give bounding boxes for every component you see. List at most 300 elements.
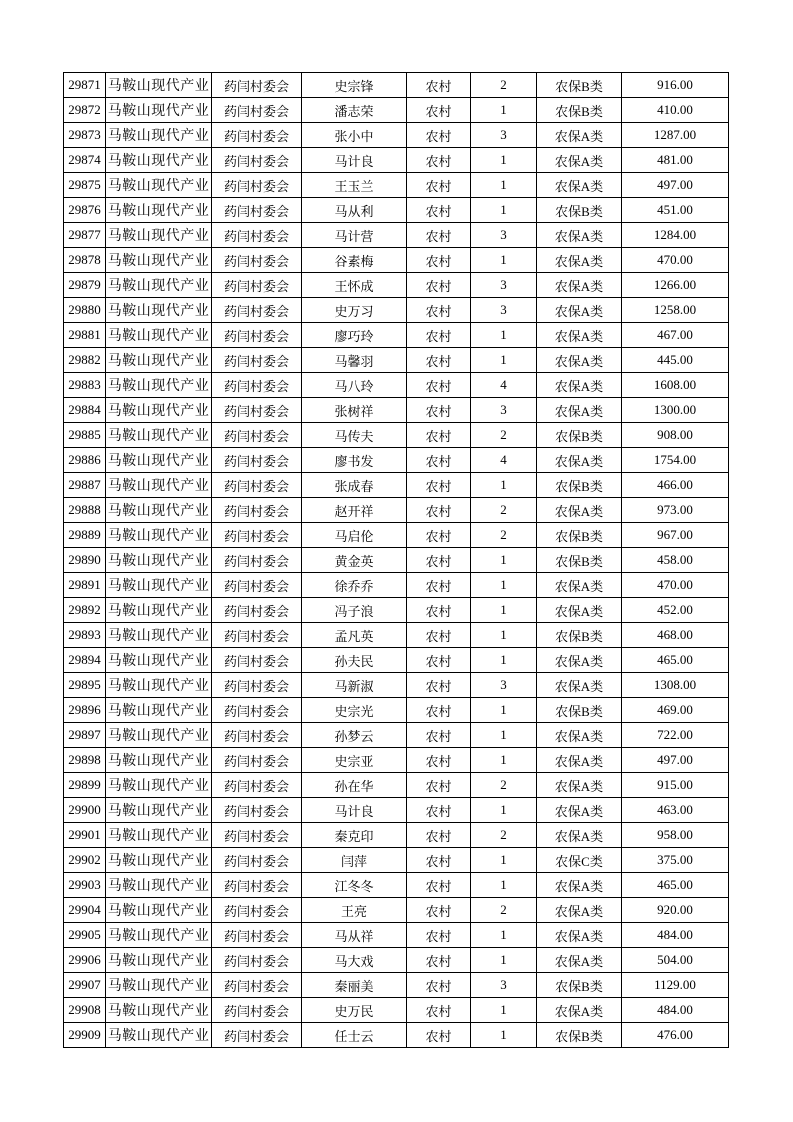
table-row	[64, 248, 729, 273]
cell-insurance-category: 农保B类	[537, 623, 622, 648]
cell-person-count: 2	[471, 73, 537, 98]
cell-person-count: 1	[471, 798, 537, 823]
cell-serial: 29897	[64, 723, 106, 748]
cell-amount: 469.00	[622, 698, 729, 723]
cell-serial: 29878	[64, 248, 106, 273]
cell-serial: 29901	[64, 823, 106, 848]
cell-household-type: 农村	[407, 298, 471, 323]
cell-amount: 484.00	[622, 998, 729, 1023]
cell-household-type: 农村	[407, 873, 471, 898]
cell-serial: 29881	[64, 323, 106, 348]
cell-village-committee: 药闫村委会	[212, 373, 302, 398]
cell-village-committee: 药闫村委会	[212, 598, 302, 623]
cell-serial: 29896	[64, 698, 106, 723]
cell-household-type: 农村	[407, 148, 471, 173]
cell-organization: 马鞍山现代产业	[106, 248, 212, 273]
cell-serial: 29889	[64, 523, 106, 548]
table-row	[64, 898, 729, 923]
cell-amount: 958.00	[622, 823, 729, 848]
cell-amount: 410.00	[622, 98, 729, 123]
table-row	[64, 423, 729, 448]
cell-person-count: 2	[471, 773, 537, 798]
table-row	[64, 823, 729, 848]
cell-amount: 967.00	[622, 523, 729, 548]
cell-household-type: 农村	[407, 198, 471, 223]
cell-person-count: 3	[471, 673, 537, 698]
cell-person-name: 马启伦	[302, 523, 407, 548]
cell-organization: 马鞍山现代产业	[106, 823, 212, 848]
cell-household-type: 农村	[407, 98, 471, 123]
cell-serial: 29888	[64, 498, 106, 523]
cell-person-count: 2	[471, 523, 537, 548]
cell-person-count: 3	[471, 298, 537, 323]
cell-insurance-category: 农保A类	[537, 248, 622, 273]
cell-person-name: 黄金英	[302, 548, 407, 573]
cell-serial: 29903	[64, 873, 106, 898]
cell-household-type: 农村	[407, 948, 471, 973]
table-row	[64, 498, 729, 523]
cell-organization: 马鞍山现代产业	[106, 923, 212, 948]
cell-village-committee: 药闫村委会	[212, 773, 302, 798]
cell-amount: 1300.00	[622, 398, 729, 423]
cell-insurance-category: 农保B类	[537, 73, 622, 98]
cell-amount: 476.00	[622, 1023, 729, 1048]
cell-household-type: 农村	[407, 348, 471, 373]
cell-amount: 375.00	[622, 848, 729, 873]
cell-insurance-category: 农保A类	[537, 723, 622, 748]
cell-organization: 马鞍山现代产业	[106, 798, 212, 823]
cell-amount: 1287.00	[622, 123, 729, 148]
cell-organization: 马鞍山现代产业	[106, 473, 212, 498]
cell-person-count: 4	[471, 373, 537, 398]
cell-person-count: 1	[471, 573, 537, 598]
table-row	[64, 98, 729, 123]
cell-insurance-category: 农保A类	[537, 123, 622, 148]
cell-insurance-category: 农保A类	[537, 798, 622, 823]
cell-village-committee: 药闫村委会	[212, 473, 302, 498]
table-row	[64, 873, 729, 898]
table-row	[64, 173, 729, 198]
cell-organization: 马鞍山现代产业	[106, 123, 212, 148]
cell-amount: 916.00	[622, 73, 729, 98]
table-row	[64, 773, 729, 798]
cell-village-committee: 药闫村委会	[212, 448, 302, 473]
cell-village-committee: 药闫村委会	[212, 273, 302, 298]
cell-serial: 29899	[64, 773, 106, 798]
cell-household-type: 农村	[407, 173, 471, 198]
cell-serial: 29891	[64, 573, 106, 598]
cell-amount: 484.00	[622, 923, 729, 948]
cell-insurance-category: 农保A类	[537, 448, 622, 473]
cell-serial: 29906	[64, 948, 106, 973]
cell-village-committee: 药闫村委会	[212, 323, 302, 348]
cell-person-count: 1	[471, 198, 537, 223]
cell-household-type: 农村	[407, 373, 471, 398]
cell-organization: 马鞍山现代产业	[106, 623, 212, 648]
cell-organization: 马鞍山现代产业	[106, 598, 212, 623]
table-row	[64, 673, 729, 698]
cell-person-name: 孙夫民	[302, 648, 407, 673]
cell-household-type: 农村	[407, 248, 471, 273]
cell-amount: 497.00	[622, 173, 729, 198]
cell-amount: 451.00	[622, 198, 729, 223]
cell-amount: 463.00	[622, 798, 729, 823]
cell-person-count: 1	[471, 748, 537, 773]
cell-person-count: 1	[471, 473, 537, 498]
cell-household-type: 农村	[407, 223, 471, 248]
cell-village-committee: 药闫村委会	[212, 98, 302, 123]
cell-organization: 马鞍山现代产业	[106, 423, 212, 448]
cell-insurance-category: 农保A类	[537, 948, 622, 973]
cell-person-count: 1	[471, 848, 537, 873]
cell-amount: 467.00	[622, 323, 729, 348]
cell-organization: 马鞍山现代产业	[106, 523, 212, 548]
cell-person-name: 马从利	[302, 198, 407, 223]
cell-person-count: 1	[471, 598, 537, 623]
cell-person-count: 3	[471, 273, 537, 298]
cell-organization: 马鞍山现代产业	[106, 748, 212, 773]
cell-person-name: 马从祥	[302, 923, 407, 948]
cell-organization: 马鞍山现代产业	[106, 898, 212, 923]
cell-organization: 马鞍山现代产业	[106, 998, 212, 1023]
cell-village-committee: 药闫村委会	[212, 298, 302, 323]
cell-village-committee: 药闫村委会	[212, 1023, 302, 1048]
cell-serial: 29908	[64, 998, 106, 1023]
cell-person-name: 孙在华	[302, 773, 407, 798]
table-body	[64, 73, 729, 1048]
table-row	[64, 1023, 729, 1048]
cell-person-name: 江冬冬	[302, 873, 407, 898]
cell-person-count: 1	[471, 348, 537, 373]
cell-organization: 马鞍山现代产业	[106, 1023, 212, 1048]
cell-village-committee: 药闫村委会	[212, 148, 302, 173]
cell-person-name: 马八玲	[302, 373, 407, 398]
cell-person-name: 廖书发	[302, 448, 407, 473]
cell-household-type: 农村	[407, 123, 471, 148]
cell-person-name: 史宗锋	[302, 73, 407, 98]
cell-amount: 1608.00	[622, 373, 729, 398]
table-row	[64, 448, 729, 473]
cell-organization: 马鞍山现代产业	[106, 273, 212, 298]
cell-village-committee: 药闫村委会	[212, 573, 302, 598]
cell-organization: 马鞍山现代产业	[106, 948, 212, 973]
cell-person-name: 任士云	[302, 1023, 407, 1048]
table-row	[64, 548, 729, 573]
cell-person-count: 3	[471, 973, 537, 998]
cell-organization: 马鞍山现代产业	[106, 498, 212, 523]
cell-household-type: 农村	[407, 748, 471, 773]
table-row	[64, 723, 729, 748]
table-row	[64, 223, 729, 248]
table-row	[64, 123, 729, 148]
cell-serial: 29880	[64, 298, 106, 323]
cell-person-count: 2	[471, 823, 537, 848]
table-row	[64, 623, 729, 648]
cell-insurance-category: 农保A类	[537, 873, 622, 898]
cell-person-name: 谷素梅	[302, 248, 407, 273]
cell-person-name: 马计营	[302, 223, 407, 248]
cell-organization: 马鞍山现代产业	[106, 648, 212, 673]
cell-insurance-category: 农保B类	[537, 523, 622, 548]
cell-person-count: 2	[471, 898, 537, 923]
cell-village-committee: 药闫村委会	[212, 898, 302, 923]
cell-organization: 马鞍山现代产业	[106, 173, 212, 198]
cell-amount: 481.00	[622, 148, 729, 173]
cell-village-committee: 药闫村委会	[212, 798, 302, 823]
cell-serial: 29904	[64, 898, 106, 923]
cell-serial: 29890	[64, 548, 106, 573]
cell-person-name: 马大戏	[302, 948, 407, 973]
table-row	[64, 798, 729, 823]
cell-insurance-category: 农保A类	[537, 998, 622, 1023]
cell-person-name: 史宗光	[302, 698, 407, 723]
cell-person-name: 孟凡英	[302, 623, 407, 648]
cell-person-count: 4	[471, 448, 537, 473]
cell-person-name: 张成春	[302, 473, 407, 498]
cell-village-committee: 药闫村委会	[212, 698, 302, 723]
cell-insurance-category: 农保B类	[537, 98, 622, 123]
cell-insurance-category: 农保A类	[537, 923, 622, 948]
cell-village-committee: 药闫村委会	[212, 398, 302, 423]
cell-household-type: 农村	[407, 423, 471, 448]
cell-person-count: 1	[471, 248, 537, 273]
cell-village-committee: 药闫村委会	[212, 423, 302, 448]
cell-village-committee: 药闫村委会	[212, 498, 302, 523]
cell-amount: 452.00	[622, 598, 729, 623]
cell-serial: 29898	[64, 748, 106, 773]
cell-organization: 马鞍山现代产业	[106, 573, 212, 598]
cell-insurance-category: 农保A类	[537, 648, 622, 673]
cell-organization: 马鞍山现代产业	[106, 148, 212, 173]
cell-village-committee: 药闫村委会	[212, 523, 302, 548]
cell-serial: 29874	[64, 148, 106, 173]
cell-village-committee: 药闫村委会	[212, 123, 302, 148]
cell-person-count: 1	[471, 698, 537, 723]
cell-household-type: 农村	[407, 648, 471, 673]
cell-serial: 29871	[64, 73, 106, 98]
cell-household-type: 农村	[407, 823, 471, 848]
cell-organization: 马鞍山现代产业	[106, 673, 212, 698]
cell-household-type: 农村	[407, 673, 471, 698]
cell-village-committee: 药闫村委会	[212, 623, 302, 648]
cell-insurance-category: 农保B类	[537, 1023, 622, 1048]
cell-serial: 29907	[64, 973, 106, 998]
cell-organization: 马鞍山现代产业	[106, 448, 212, 473]
cell-person-name: 马馨羽	[302, 348, 407, 373]
cell-person-name: 廖巧玲	[302, 323, 407, 348]
cell-household-type: 农村	[407, 623, 471, 648]
cell-village-committee: 药闫村委会	[212, 198, 302, 223]
cell-amount: 1258.00	[622, 298, 729, 323]
cell-person-count: 1	[471, 323, 537, 348]
cell-person-count: 3	[471, 123, 537, 148]
cell-insurance-category: 农保B类	[537, 973, 622, 998]
cell-insurance-category: 农保C类	[537, 848, 622, 873]
cell-person-count: 2	[471, 423, 537, 448]
cell-serial: 29887	[64, 473, 106, 498]
cell-insurance-category: 农保B类	[537, 473, 622, 498]
cell-village-committee: 药闫村委会	[212, 248, 302, 273]
cell-organization: 马鞍山现代产业	[106, 848, 212, 873]
table-row	[64, 848, 729, 873]
cell-serial: 29894	[64, 648, 106, 673]
cell-household-type: 农村	[407, 798, 471, 823]
cell-village-committee: 药闫村委会	[212, 223, 302, 248]
cell-organization: 马鞍山现代产业	[106, 548, 212, 573]
table-row	[64, 648, 729, 673]
cell-household-type: 农村	[407, 773, 471, 798]
cell-insurance-category: 农保B类	[537, 423, 622, 448]
cell-organization: 马鞍山现代产业	[106, 98, 212, 123]
cell-household-type: 农村	[407, 473, 471, 498]
cell-organization: 马鞍山现代产业	[106, 198, 212, 223]
table-row	[64, 523, 729, 548]
cell-village-committee: 药闫村委会	[212, 548, 302, 573]
cell-village-committee: 药闫村委会	[212, 823, 302, 848]
cell-insurance-category: 农保A类	[537, 773, 622, 798]
cell-insurance-category: 农保B类	[537, 548, 622, 573]
cell-person-name: 徐乔乔	[302, 573, 407, 598]
cell-serial: 29893	[64, 623, 106, 648]
table-row	[64, 998, 729, 1023]
cell-amount: 1129.00	[622, 973, 729, 998]
cell-amount: 468.00	[622, 623, 729, 648]
cell-amount: 465.00	[622, 873, 729, 898]
cell-person-name: 史万民	[302, 998, 407, 1023]
cell-household-type: 农村	[407, 573, 471, 598]
cell-household-type: 农村	[407, 698, 471, 723]
cell-person-count: 1	[471, 1023, 537, 1048]
cell-household-type: 农村	[407, 398, 471, 423]
cell-amount: 920.00	[622, 898, 729, 923]
cell-amount: 497.00	[622, 748, 729, 773]
cell-amount: 1266.00	[622, 273, 729, 298]
cell-organization: 马鞍山现代产业	[106, 873, 212, 898]
cell-household-type: 农村	[407, 73, 471, 98]
cell-village-committee: 药闫村委会	[212, 348, 302, 373]
table-row	[64, 923, 729, 948]
cell-serial: 29875	[64, 173, 106, 198]
cell-person-name: 赵开祥	[302, 498, 407, 523]
table-row	[64, 398, 729, 423]
cell-insurance-category: 农保A类	[537, 498, 622, 523]
cell-organization: 马鞍山现代产业	[106, 723, 212, 748]
cell-amount: 1308.00	[622, 673, 729, 698]
cell-person-name: 史万习	[302, 298, 407, 323]
insurance-table	[63, 72, 729, 1048]
table-row	[64, 373, 729, 398]
table-row	[64, 148, 729, 173]
cell-insurance-category: 农保A类	[537, 373, 622, 398]
table-row	[64, 198, 729, 223]
table-row	[64, 748, 729, 773]
cell-village-committee: 药闫村委会	[212, 998, 302, 1023]
cell-amount: 722.00	[622, 723, 729, 748]
cell-person-name: 秦克印	[302, 823, 407, 848]
cell-serial: 29879	[64, 273, 106, 298]
cell-person-name: 王玉兰	[302, 173, 407, 198]
cell-village-committee: 药闫村委会	[212, 173, 302, 198]
cell-person-name: 秦丽美	[302, 973, 407, 998]
table-row	[64, 973, 729, 998]
cell-household-type: 农村	[407, 923, 471, 948]
cell-household-type: 农村	[407, 498, 471, 523]
cell-organization: 马鞍山现代产业	[106, 348, 212, 373]
cell-village-committee: 药闫村委会	[212, 648, 302, 673]
cell-insurance-category: 农保A类	[537, 173, 622, 198]
cell-serial: 29902	[64, 848, 106, 873]
cell-organization: 马鞍山现代产业	[106, 298, 212, 323]
cell-amount: 973.00	[622, 498, 729, 523]
cell-household-type: 农村	[407, 448, 471, 473]
cell-serial: 29892	[64, 598, 106, 623]
cell-household-type: 农村	[407, 523, 471, 548]
cell-person-count: 1	[471, 623, 537, 648]
table-row	[64, 348, 729, 373]
cell-person-count: 1	[471, 98, 537, 123]
cell-person-count: 3	[471, 398, 537, 423]
cell-household-type: 农村	[407, 1023, 471, 1048]
cell-serial: 29872	[64, 98, 106, 123]
cell-serial: 29895	[64, 673, 106, 698]
cell-amount: 470.00	[622, 573, 729, 598]
cell-organization: 马鞍山现代产业	[106, 398, 212, 423]
cell-insurance-category: 农保A类	[537, 898, 622, 923]
cell-person-name: 马新淑	[302, 673, 407, 698]
cell-household-type: 农村	[407, 848, 471, 873]
table-row	[64, 573, 729, 598]
cell-serial: 29884	[64, 398, 106, 423]
cell-person-name: 王怀成	[302, 273, 407, 298]
cell-amount: 470.00	[622, 248, 729, 273]
cell-serial: 29905	[64, 923, 106, 948]
cell-amount: 1754.00	[622, 448, 729, 473]
cell-person-name: 马传夫	[302, 423, 407, 448]
cell-amount: 1284.00	[622, 223, 729, 248]
cell-insurance-category: 农保A类	[537, 323, 622, 348]
table-row	[64, 323, 729, 348]
cell-serial: 29873	[64, 123, 106, 148]
cell-person-name: 冯子浪	[302, 598, 407, 623]
cell-household-type: 农村	[407, 598, 471, 623]
cell-insurance-category: 农保A类	[537, 823, 622, 848]
cell-insurance-category: 农保A类	[537, 598, 622, 623]
cell-household-type: 农村	[407, 323, 471, 348]
cell-person-count: 1	[471, 148, 537, 173]
cell-amount: 445.00	[622, 348, 729, 373]
cell-insurance-category: 农保A类	[537, 298, 622, 323]
cell-person-name: 闫萍	[302, 848, 407, 873]
cell-person-count: 1	[471, 548, 537, 573]
cell-person-name: 张小中	[302, 123, 407, 148]
cell-person-name: 史宗亚	[302, 748, 407, 773]
cell-person-count: 1	[471, 723, 537, 748]
cell-village-committee: 药闫村委会	[212, 973, 302, 998]
cell-insurance-category: 农保A类	[537, 748, 622, 773]
cell-insurance-category: 农保B类	[537, 198, 622, 223]
cell-village-committee: 药闫村委会	[212, 948, 302, 973]
cell-person-count: 1	[471, 873, 537, 898]
cell-insurance-category: 农保A类	[537, 223, 622, 248]
cell-organization: 马鞍山现代产业	[106, 323, 212, 348]
cell-village-committee: 药闫村委会	[212, 673, 302, 698]
cell-insurance-category: 农保A类	[537, 273, 622, 298]
table-row	[64, 698, 729, 723]
cell-insurance-category: 农保A类	[537, 148, 622, 173]
cell-serial: 29886	[64, 448, 106, 473]
cell-organization: 马鞍山现代产业	[106, 223, 212, 248]
cell-amount: 466.00	[622, 473, 729, 498]
